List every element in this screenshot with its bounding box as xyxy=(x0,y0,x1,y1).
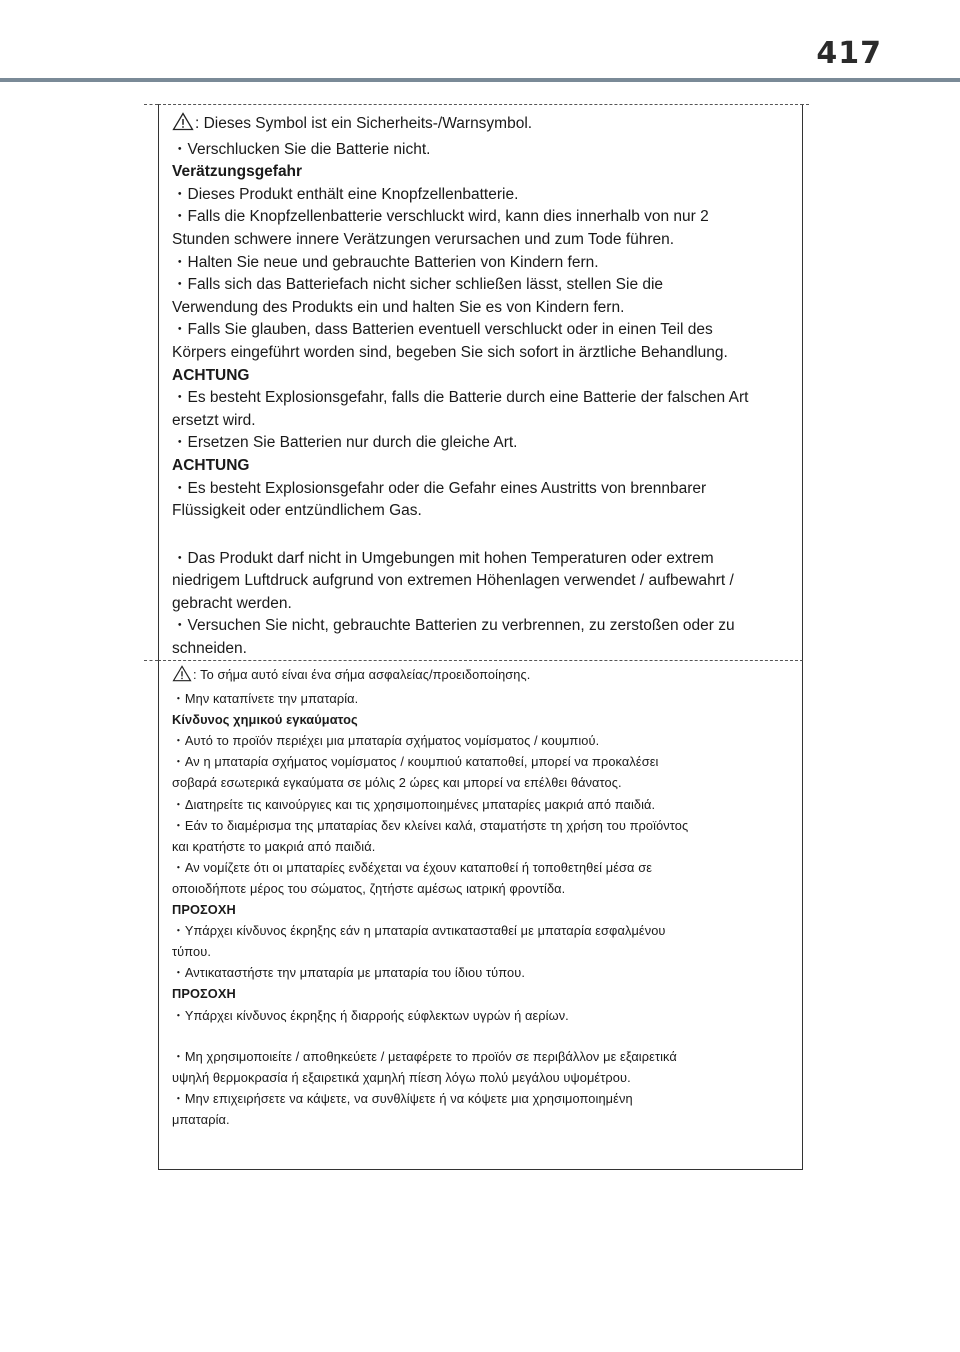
warning-triangle-icon xyxy=(172,112,194,139)
warning-triangle-icon xyxy=(172,665,192,688)
greek-swallow-warning: ・Μην καταπίνετε την μπαταρία. xyxy=(172,691,359,707)
page-number: 417 xyxy=(816,36,882,71)
greek-text-line: ・Αν η μπαταρία σχήματος νομίσματος / κουμπιού καταποθεί, μπορεί να προκαλέσει xyxy=(172,754,659,770)
greek-text-line: ・Αντικαταστήστε την μπαταρία με μπαταρία του ίδιου τύπου. xyxy=(172,965,525,981)
greek-text-line: ・Υπάρχει κίνδυνος έκρηξης ή διαρροής εύφλεκτων υγρών ή αερίων. xyxy=(172,1007,569,1023)
german-text-line: niedrigem Luftdruck aufgrund von extremen Höhenlagen verwendet / aufbewahrt / xyxy=(172,572,734,590)
greek-heading-chemical: Κίνδυνος χημικού εγκαύματος xyxy=(172,712,358,728)
german-swallow-warning: ・Verschlucken Sie die Batterie nicht. xyxy=(172,140,431,158)
greek-text-line: ・Διατηρείτε τις καινούργιες και τις χρησιμοποιημένες μπαταρίες μακριά από παιδιά. xyxy=(172,796,656,812)
german-text-line: ・Ersetzen Sie Batterien nur durch die gleiche Art. xyxy=(172,434,518,452)
german-text-line: ersetzt wird. xyxy=(172,411,256,429)
german-text-line: ・Das Produkt darf nicht in Umgebungen mit hohen Temperaturen oder extrem xyxy=(172,549,714,567)
greek-symbol-line: : Το σήμα αυτό είναι ένα σήμα ασφαλείας/προειδοποίησης. xyxy=(172,664,782,688)
greek-text-line: μπαταρία. xyxy=(172,1111,230,1127)
german-text-line: ・Falls sich das Batteriefach nicht sicher schließen lässt, stellen Sie die xyxy=(172,276,664,294)
german-text-line: ・Halten Sie neue und gebrauchte Batterien von Kindern fern. xyxy=(172,253,599,271)
greek-text-line: και κρατήστε το μακριά από παιδιά. xyxy=(172,838,376,854)
german-heading-caution: ACHTUNG xyxy=(172,456,250,474)
german-heading-corrosion: Verätzungsgefahr xyxy=(172,163,303,181)
german-text-line: gebracht werden. xyxy=(172,594,292,612)
german-text-line: ・Falls Sie glauben, dass Batterien eventuell verschluckt oder in einen Teil des xyxy=(172,321,713,339)
box-divider-left-extension xyxy=(144,660,158,661)
german-text-line: ・Dieses Produkt enthält eine Knopfzellenbatterie. xyxy=(172,185,519,203)
german-text-line: Stunden schwere innere Verätzungen verursachen und zum Tode führen. xyxy=(172,230,675,248)
box-top-left-extension xyxy=(144,104,158,105)
german-text-line: Verwendung des Produkts ein und halten Sie es von Kindern fern. xyxy=(172,298,625,316)
german-warning-text xyxy=(172,112,782,661)
greek-text-line: ・Μη χρησιμοποιείτε / αποθηκεύετε / μεταφέρετε το προϊόν σε περιβάλλον με εξαιρετικά xyxy=(172,1048,677,1064)
box-top-right-extension xyxy=(801,104,809,105)
german-text-line: schneiden. xyxy=(172,640,247,658)
german-text-line: ・Es besteht Explosionsgefahr, falls die Batterie durch eine Batterie der falschen Art xyxy=(172,389,749,407)
greek-text-line: τύπου. xyxy=(172,944,211,960)
german-symbol-line: : Dieses Symbol ist ein Sicherheits-/Warnsymbol. xyxy=(172,112,782,139)
greek-text-line: οποιοδήποτε μέρος του σώματος, ζητήστε αμέσως ιατρική φροντίδα. xyxy=(172,880,566,896)
german-heading-caution: ACHTUNG xyxy=(172,366,250,384)
greek-text-line: ・Εάν το διαμέρισμα της μπαταρίας δεν κλείνει καλά, σταματήστε τη χρήση του προϊόντος xyxy=(172,817,689,833)
german-text-line: ・Falls die Knopfzellenbatterie verschluckt wird, kann dies innerhalb von nur 2 xyxy=(172,208,709,226)
german-text-line: ・Versuchen Sie nicht, gebrauchte Batterien zu verbrennen, zu zerstoßen oder zu xyxy=(172,617,735,635)
greek-heading-caution: ΠΡΟΣΟΧΗ xyxy=(172,902,236,918)
german-text-line: Körpers eingeführt worden sind, begeben Sie sich sofort in ärztliche Behandlung. xyxy=(172,343,728,361)
german-text-line: ・Es besteht Explosionsgefahr oder die Gefahr eines Austritts von brennbarer xyxy=(172,479,707,497)
greek-warning-text xyxy=(172,664,782,1130)
header-rule xyxy=(0,78,960,82)
greek-text-line: υψηλή θερμοκρασία ή εξαιρετικά χαμηλή πίεση λόγω πολύ μεγάλου υψομέτρου. xyxy=(172,1069,631,1085)
greek-text-line: ・Αυτό το προϊόν περιέχει μια μπαταρία σχήματος νομίσματος / κουμπιού. xyxy=(172,733,600,749)
greek-text-line: ・Μην επιχειρήσετε να κάψετε, να συνθλίψετε ή να κόψετε μια χρησιμοποιημένη xyxy=(172,1090,633,1106)
greek-heading-caution: ΠΡΟΣΟΧΗ xyxy=(172,986,236,1002)
greek-text-line: ・Υπάρχει κίνδυνος έκρηξης εάν η μπαταρία αντικατασταθεί με μπαταρία εσφαλμένου xyxy=(172,923,666,939)
greek-text-line: ・Αν νομίζετε ότι οι μπαταρίες ενδέχεται να έχουν καταποθεί ή τοποθετηθεί μέσα σε xyxy=(172,859,653,875)
greek-text-line: σοβαρά εσωτερικά εγκαύματα σε μόλις 2 ώρες και μπορεί να επέλθει θάνατος. xyxy=(172,775,622,791)
german-text-line: Flüssigkeit oder entzündlichem Gas. xyxy=(172,502,422,520)
